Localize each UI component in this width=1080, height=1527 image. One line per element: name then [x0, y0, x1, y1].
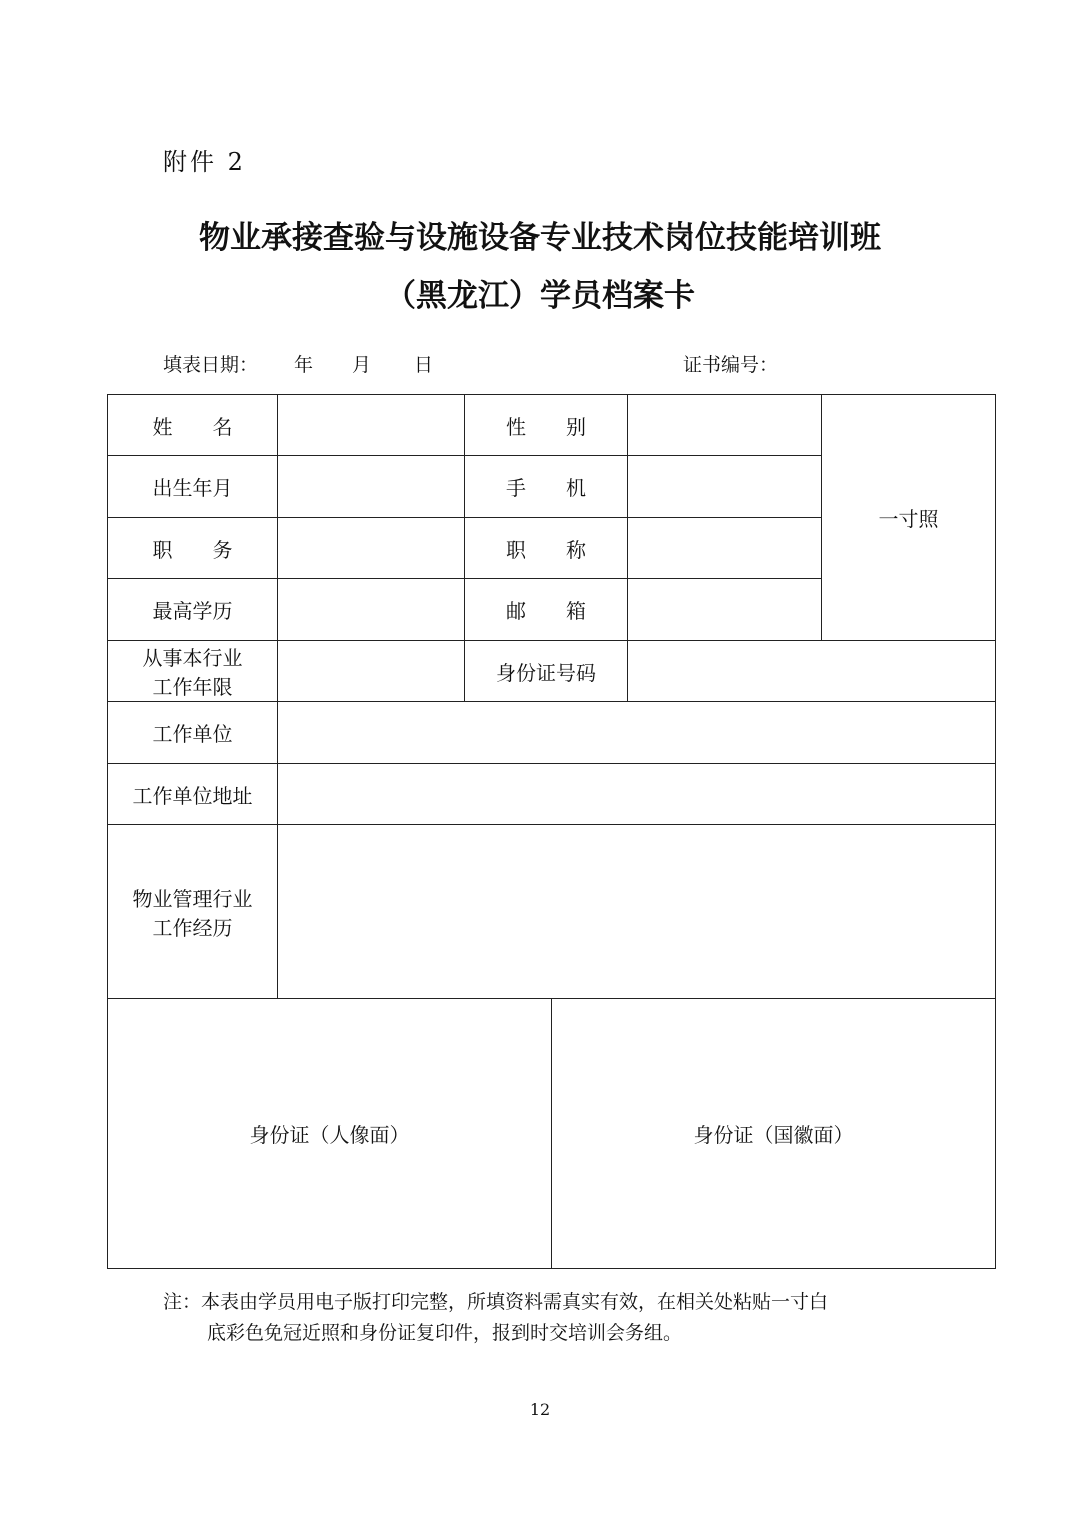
id-copy-table: [108, 999, 995, 1268]
id-number-field[interactable]: [628, 640, 996, 701]
employer-label: 工作单位: [108, 702, 278, 763]
footnote: [163, 1287, 923, 1349]
phone-field[interactable]: [628, 456, 822, 517]
date-month-label: 月: [352, 354, 372, 376]
work-experience-line1: 物业管理行业: [132, 886, 253, 911]
id-front-box[interactable]: 身份证（人像面）: [108, 999, 552, 1268]
attachment-label: 附件 2: [163, 148, 246, 176]
professional-title-field[interactable]: [628, 517, 822, 578]
industry-years-line1: 从事本行业: [142, 646, 243, 671]
industry-years-line2: 工作年限: [152, 675, 233, 700]
work-experience-field[interactable]: [278, 825, 996, 998]
form-title-line1: 物业承接查验与设施设备专业技术岗位技能培训班: [199, 220, 881, 256]
employer-address-label: 工作单位地址: [108, 763, 278, 824]
work-experience-line2: 工作经历: [152, 915, 233, 940]
position-label: 职务: [108, 517, 278, 578]
date-year-label: 年: [294, 354, 314, 376]
photo-box[interactable]: 一寸照: [822, 395, 996, 641]
email-label: 邮箱: [465, 579, 628, 640]
gender-field[interactable]: [628, 395, 822, 456]
position-field[interactable]: [278, 517, 465, 578]
student-record-table: [107, 394, 996, 1269]
date-day-label: 日: [414, 354, 434, 376]
employer-field[interactable]: [278, 702, 996, 763]
footnote-line2: 底彩色免冠近照和身份证复印件，报到时交培训会务组。: [207, 1322, 683, 1344]
fill-date-label: 填表日期：: [163, 354, 259, 376]
name-label: 姓名: [108, 395, 278, 456]
name-field[interactable]: [278, 395, 465, 456]
professional-title-label: 职称: [465, 517, 628, 578]
industry-years-field[interactable]: [278, 640, 465, 701]
page-number: 12: [529, 1400, 551, 1419]
id-number-label: 身份证号码: [465, 640, 628, 701]
cert-number-label: 证书编号：: [683, 354, 779, 376]
industry-years-label: [108, 640, 278, 701]
employer-address-field[interactable]: [278, 763, 996, 824]
education-field[interactable]: [278, 579, 465, 640]
email-field[interactable]: [628, 579, 822, 640]
form-title-line2: （黑龙江）学员档案卡: [385, 278, 695, 314]
gender-label: 性别: [465, 395, 628, 456]
work-experience-label: [108, 825, 278, 998]
education-label: 最高学历: [108, 579, 278, 640]
birth-label: 出生年月: [108, 456, 278, 517]
birth-field[interactable]: [278, 456, 465, 517]
footnote-line1: 注：本表由学员用电子版打印完整，所填资料需真实有效，在相关处粘贴一寸白: [163, 1291, 829, 1313]
id-copy-row: [108, 998, 996, 1268]
id-back-box[interactable]: 身份证（国徽面）: [693, 1122, 854, 1147]
phone-label: 手机: [465, 456, 628, 517]
